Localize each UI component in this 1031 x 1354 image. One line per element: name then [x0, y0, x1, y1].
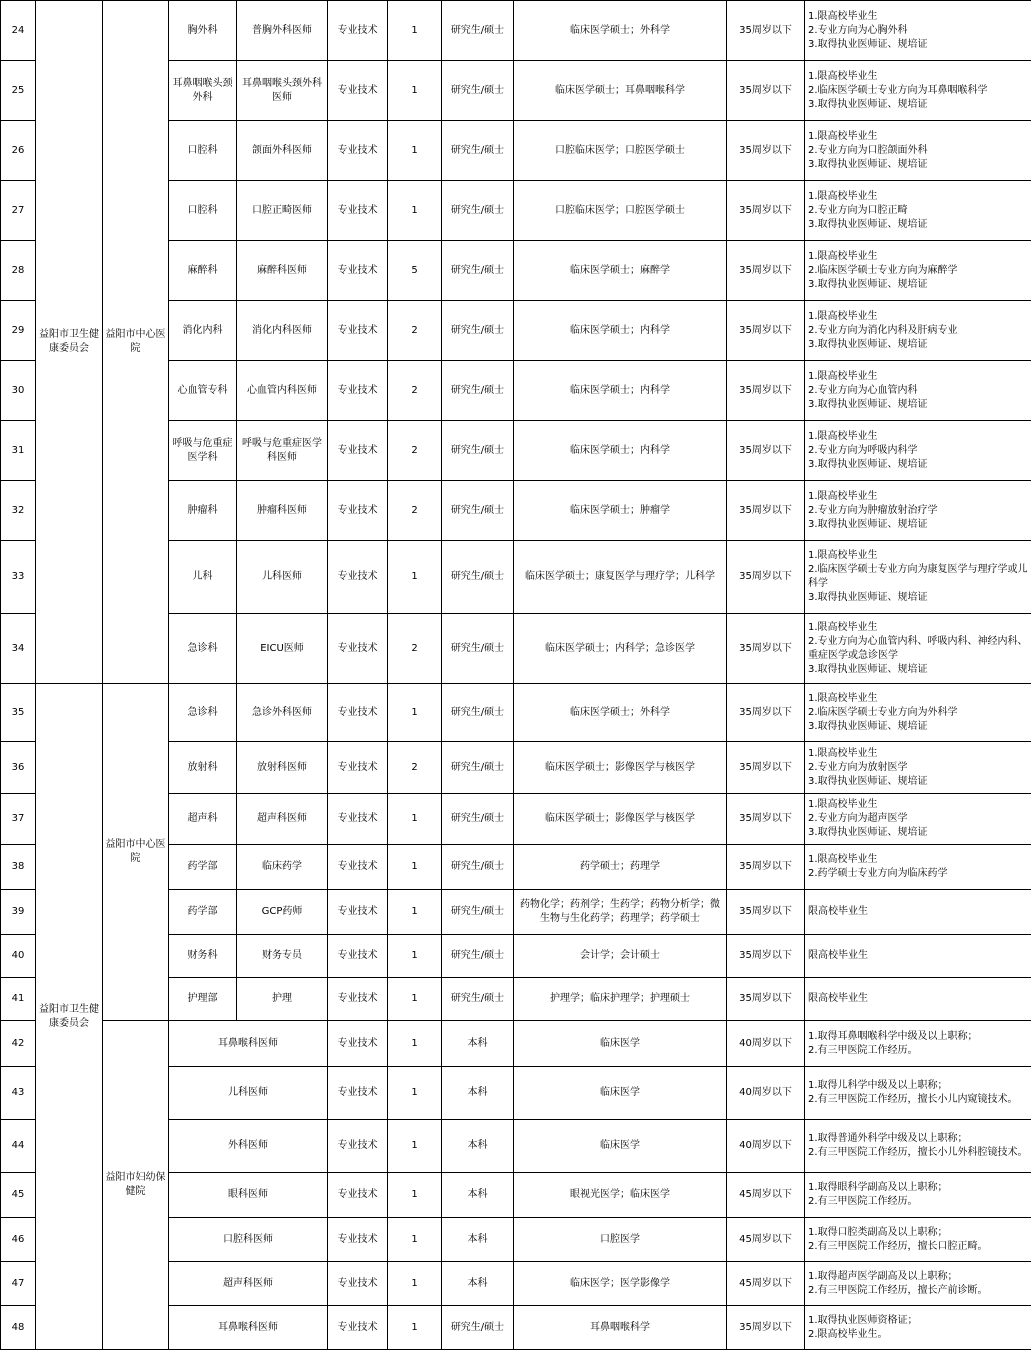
other-requirements: 1.取得儿科学中级及以上职称； 2.有三甲医院工作经历，擅长小儿内窥镜技术。 [805, 1067, 1031, 1120]
position-type: 专业技术 [328, 978, 388, 1021]
education-level: 本科 [442, 1262, 514, 1306]
position-type: 专业技术 [328, 241, 388, 301]
row-number: 44 [1, 1120, 36, 1173]
major-requirement: 护理学；临床护理学；护理硕士 [514, 978, 727, 1021]
position-type: 专业技术 [328, 61, 388, 121]
position-type: 专业技术 [328, 890, 388, 935]
age-limit: 35周岁以下 [727, 301, 805, 361]
age-limit: 35周岁以下 [727, 61, 805, 121]
other-requirements: 1.限高校毕业生 2.药学硕士专业方向为临床药学 [805, 845, 1031, 890]
other-requirements: 限高校毕业生 [805, 890, 1031, 935]
position-name: 超声科医师 [237, 794, 328, 845]
section-name: 放射科 [169, 742, 237, 794]
table-body [1, 1, 1031, 1350]
other-requirements: 1.限高校毕业生 2.临床医学硕士专业方向为康复医学与理疗学或儿科学 3.取得执业医师证、规培证 [805, 541, 1031, 614]
row-number: 43 [1, 1067, 36, 1120]
position-type: 专业技术 [328, 794, 388, 845]
major-requirement: 临床医学硕士；肿瘤学 [514, 481, 727, 541]
hire-count: 2 [388, 361, 442, 421]
row-number: 29 [1, 301, 36, 361]
row-number: 26 [1, 121, 36, 181]
section-name: 财务科 [169, 935, 237, 978]
position-name: 口腔科医师 [169, 1218, 328, 1262]
major-requirement: 临床医学硕士；影像医学与核医学 [514, 794, 727, 845]
major-requirement: 临床医学硕士；影像医学与核医学 [514, 742, 727, 794]
age-limit: 35周岁以下 [727, 361, 805, 421]
section-name: 胸外科 [169, 1, 237, 61]
hire-count: 1 [388, 684, 442, 742]
row-number: 35 [1, 684, 36, 742]
position-type: 专业技术 [328, 421, 388, 481]
major-requirement: 药学硕士；药理学 [514, 845, 727, 890]
age-limit: 35周岁以下 [727, 1306, 805, 1350]
major-requirement: 临床医学 [514, 1021, 727, 1067]
position-name: 消化内科医师 [237, 301, 328, 361]
education-level: 本科 [442, 1218, 514, 1262]
row-number: 33 [1, 541, 36, 614]
other-requirements: 限高校毕业生 [805, 978, 1031, 1021]
position-type: 专业技术 [328, 684, 388, 742]
row-number: 39 [1, 890, 36, 935]
major-requirement: 临床医学硕士；内科学 [514, 361, 727, 421]
position-type: 专业技术 [328, 935, 388, 978]
major-requirement: 临床医学硕士；外科学 [514, 684, 727, 742]
other-requirements: 1.限高校毕业生 2.专业方向为消化内科及肝病专业 3.取得执业医师证、规培证 [805, 301, 1031, 361]
position-name: 麻醉科医师 [237, 241, 328, 301]
hire-count: 1 [388, 845, 442, 890]
row-number: 31 [1, 421, 36, 481]
position-name: 眼科医师 [169, 1173, 328, 1218]
position-type: 专业技术 [328, 1021, 388, 1067]
section-name: 急诊科 [169, 614, 237, 684]
age-limit: 35周岁以下 [727, 614, 805, 684]
major-requirement: 药物化学；药剂学；生药学；药物分析学；微生物与生化药学；药理学；药学硕士 [514, 890, 727, 935]
other-requirements: 1.限高校毕业生 2.专业方向为口腔颌面外科 3.取得执业医师证、规培证 [805, 121, 1031, 181]
age-limit: 35周岁以下 [727, 541, 805, 614]
age-limit: 35周岁以下 [727, 241, 805, 301]
hire-count: 2 [388, 614, 442, 684]
position-name: GCP药师 [237, 890, 328, 935]
section-name: 护理部 [169, 978, 237, 1021]
other-requirements: 1.限高校毕业生 2.专业方向为呼吸内科学 3.取得执业医师证、规培证 [805, 421, 1031, 481]
position-type: 专业技术 [328, 1262, 388, 1306]
education-level: 研究生/硕士 [442, 742, 514, 794]
table-row [1, 684, 1031, 742]
hire-count: 1 [388, 1, 442, 61]
other-requirements: 1.限高校毕业生 2.专业方向为口腔正畸 3.取得执业医师证、规培证 [805, 181, 1031, 241]
row-number: 37 [1, 794, 36, 845]
position-name: 儿科医师 [237, 541, 328, 614]
age-limit: 35周岁以下 [727, 890, 805, 935]
education-level: 研究生/硕士 [442, 421, 514, 481]
age-limit: 45周岁以下 [727, 1262, 805, 1306]
position-type: 专业技术 [328, 1173, 388, 1218]
major-requirement: 临床医学 [514, 1067, 727, 1120]
department-cell: 益阳市卫生健康委员会 [36, 1, 103, 684]
major-requirement: 临床医学硕士；耳鼻咽喉科学 [514, 61, 727, 121]
hire-count: 1 [388, 890, 442, 935]
major-requirement: 临床医学；医学影像学 [514, 1262, 727, 1306]
row-number: 34 [1, 614, 36, 684]
major-requirement: 临床医学硕士；内科学 [514, 301, 727, 361]
unit-cell: 益阳市中心医院 [103, 684, 169, 1021]
position-name: 放射科医师 [237, 742, 328, 794]
age-limit: 35周岁以下 [727, 935, 805, 978]
other-requirements: 1.限高校毕业生 2.临床医学硕士专业方向为外科学 3.取得执业医师证、规培证 [805, 684, 1031, 742]
other-requirements: 1.限高校毕业生 2.专业方向为放射医学 3.取得执业医师证、规培证 [805, 742, 1031, 794]
section-name: 心血管专科 [169, 361, 237, 421]
position-name: 颌面外科医师 [237, 121, 328, 181]
major-requirement: 耳鼻咽喉科学 [514, 1306, 727, 1350]
education-level: 研究生/硕士 [442, 301, 514, 361]
row-number: 32 [1, 481, 36, 541]
row-number: 48 [1, 1306, 36, 1350]
education-level: 研究生/硕士 [442, 794, 514, 845]
age-limit: 35周岁以下 [727, 742, 805, 794]
position-type: 专业技术 [328, 1120, 388, 1173]
education-level: 研究生/硕士 [442, 845, 514, 890]
section-name: 麻醉科 [169, 241, 237, 301]
hire-count: 1 [388, 1021, 442, 1067]
row-number: 47 [1, 1262, 36, 1306]
major-requirement: 临床医学硕士；外科学 [514, 1, 727, 61]
position-type: 专业技术 [328, 1, 388, 61]
position-name: 超声科医师 [169, 1262, 328, 1306]
position-name: 临床药学 [237, 845, 328, 890]
unit-cell: 益阳市中心医院 [103, 1, 169, 684]
position-name: 急诊外科医师 [237, 684, 328, 742]
other-requirements: 1.取得耳鼻咽喉科学中级及以上职称； 2.有三甲医院工作经历。 [805, 1021, 1031, 1067]
age-limit: 40周岁以下 [727, 1067, 805, 1120]
hire-count: 1 [388, 541, 442, 614]
hire-count: 1 [388, 121, 442, 181]
education-level: 本科 [442, 1021, 514, 1067]
section-name: 口腔科 [169, 121, 237, 181]
position-name: 外科医师 [169, 1120, 328, 1173]
position-name: 耳鼻咽喉头颈外科医师 [237, 61, 328, 121]
other-requirements: 1.限高校毕业生 2.专业方向为心血管内科 3.取得执业医师证、规培证 [805, 361, 1031, 421]
position-name: 口腔正畸医师 [237, 181, 328, 241]
position-name: 耳鼻喉科医师 [169, 1306, 328, 1350]
hire-count: 1 [388, 935, 442, 978]
age-limit: 35周岁以下 [727, 978, 805, 1021]
education-level: 研究生/硕士 [442, 684, 514, 742]
education-level: 研究生/硕士 [442, 481, 514, 541]
education-level: 研究生/硕士 [442, 181, 514, 241]
table-row [1, 1021, 1031, 1067]
position-name: 心血管内科医师 [237, 361, 328, 421]
hire-count: 1 [388, 61, 442, 121]
other-requirements: 1.取得普通外科学中级及以上职称； 2.有三甲医院工作经历，擅长小儿外科腔镜技术。 [805, 1120, 1031, 1173]
department-cell: 益阳市卫生健康委员会 [36, 684, 103, 1350]
age-limit: 45周岁以下 [727, 1218, 805, 1262]
hire-count: 1 [388, 978, 442, 1021]
row-number: 38 [1, 845, 36, 890]
other-requirements: 1.限高校毕业生 2.临床医学硕士专业方向为麻醉学 3.取得执业医师证、规培证 [805, 241, 1031, 301]
position-type: 专业技术 [328, 361, 388, 421]
position-name: 耳鼻喉科医师 [169, 1021, 328, 1067]
position-type: 专业技术 [328, 742, 388, 794]
other-requirements: 1.限高校毕业生 2.专业方向为心胸外科 3.取得执业医师证、规培证 [805, 1, 1031, 61]
other-requirements: 1.取得超声医学副高及以上职称； 2.有三甲医院工作经历，擅长产前诊断。 [805, 1262, 1031, 1306]
section-name: 药学部 [169, 845, 237, 890]
row-number: 46 [1, 1218, 36, 1262]
section-name: 口腔科 [169, 181, 237, 241]
unit-cell: 益阳市妇幼保健院 [103, 1021, 169, 1350]
age-limit: 35周岁以下 [727, 481, 805, 541]
education-level: 研究生/硕士 [442, 614, 514, 684]
position-type: 专业技术 [328, 301, 388, 361]
education-level: 研究生/硕士 [442, 241, 514, 301]
section-name: 呼吸与危重症医学科 [169, 421, 237, 481]
section-name: 消化内科 [169, 301, 237, 361]
age-limit: 35周岁以下 [727, 684, 805, 742]
other-requirements: 1.取得眼科学副高及以上职称； 2.有三甲医院工作经历。 [805, 1173, 1031, 1218]
other-requirements: 1.限高校毕业生 2.临床医学硕士专业方向为耳鼻咽喉科学 3.取得执业医师证、规培证 [805, 61, 1031, 121]
hire-count: 1 [388, 1262, 442, 1306]
education-level: 本科 [442, 1067, 514, 1120]
position-name: 肿瘤科医师 [237, 481, 328, 541]
position-type: 专业技术 [328, 481, 388, 541]
position-type: 专业技术 [328, 181, 388, 241]
row-number: 27 [1, 181, 36, 241]
position-type: 专业技术 [328, 1218, 388, 1262]
major-requirement: 眼视光医学；临床医学 [514, 1173, 727, 1218]
age-limit: 35周岁以下 [727, 794, 805, 845]
hire-count: 2 [388, 742, 442, 794]
hire-count: 1 [388, 1067, 442, 1120]
other-requirements: 限高校毕业生 [805, 935, 1031, 978]
education-level: 本科 [442, 1173, 514, 1218]
section-name: 耳鼻咽喉头颈外科 [169, 61, 237, 121]
other-requirements: 1.取得口腔类副高及以上职称； 2.有三甲医院工作经历，擅长口腔正畸。 [805, 1218, 1031, 1262]
position-type: 专业技术 [328, 845, 388, 890]
major-requirement: 临床医学 [514, 1120, 727, 1173]
position-name: 普胸外科医师 [237, 1, 328, 61]
other-requirements: 1.限高校毕业生 2.专业方向为肿瘤放射治疗学 3.取得执业医师证、规培证 [805, 481, 1031, 541]
education-level: 研究生/硕士 [442, 890, 514, 935]
hire-count: 1 [388, 181, 442, 241]
major-requirement: 临床医学硕士；麻醉学 [514, 241, 727, 301]
hire-count: 1 [388, 1120, 442, 1173]
hire-count: 5 [388, 241, 442, 301]
education-level: 本科 [442, 1120, 514, 1173]
major-requirement: 临床医学硕士；康复医学与理疗学；儿科学 [514, 541, 727, 614]
section-name: 急诊科 [169, 684, 237, 742]
position-type: 专业技术 [328, 1067, 388, 1120]
hire-count: 1 [388, 1173, 442, 1218]
hire-count: 2 [388, 301, 442, 361]
major-requirement: 口腔医学 [514, 1218, 727, 1262]
education-level: 研究生/硕士 [442, 361, 514, 421]
row-number: 42 [1, 1021, 36, 1067]
age-limit: 35周岁以下 [727, 845, 805, 890]
section-name: 超声科 [169, 794, 237, 845]
age-limit: 40周岁以下 [727, 1021, 805, 1067]
other-requirements: 1.限高校毕业生 2.专业方向为超声医学 3.取得执业医师证、规培证 [805, 794, 1031, 845]
age-limit: 40周岁以下 [727, 1120, 805, 1173]
row-number: 36 [1, 742, 36, 794]
row-number: 25 [1, 61, 36, 121]
age-limit: 45周岁以下 [727, 1173, 805, 1218]
major-requirement: 口腔临床医学；口腔医学硕士 [514, 121, 727, 181]
age-limit: 35周岁以下 [727, 1, 805, 61]
hire-count: 2 [388, 421, 442, 481]
table-row [1, 1, 1031, 61]
education-level: 研究生/硕士 [442, 61, 514, 121]
row-number: 24 [1, 1, 36, 61]
row-number: 45 [1, 1173, 36, 1218]
hire-count: 1 [388, 794, 442, 845]
other-requirements: 1.取得执业医师资格证； 2.限高校毕业生。 [805, 1306, 1031, 1350]
position-name: 儿科医师 [169, 1067, 328, 1120]
row-number: 30 [1, 361, 36, 421]
other-requirements: 1.限高校毕业生 2.专业方向为心血管内科、呼吸内科、神经内科、重症医学或急诊医学 3.取得执业医师证、规培证 [805, 614, 1031, 684]
education-level: 研究生/硕士 [442, 1, 514, 61]
position-name: 财务专员 [237, 935, 328, 978]
section-name: 肿瘤科 [169, 481, 237, 541]
position-type: 专业技术 [328, 541, 388, 614]
position-name: 护理 [237, 978, 328, 1021]
age-limit: 35周岁以下 [727, 181, 805, 241]
section-name: 儿科 [169, 541, 237, 614]
row-number: 28 [1, 241, 36, 301]
position-name: 呼吸与危重症医学科医师 [237, 421, 328, 481]
major-requirement: 口腔临床医学；口腔医学硕士 [514, 181, 727, 241]
education-level: 研究生/硕士 [442, 121, 514, 181]
major-requirement: 临床医学硕士；内科学 [514, 421, 727, 481]
row-number: 41 [1, 978, 36, 1021]
hire-count: 1 [388, 1218, 442, 1262]
position-name: EICU医师 [237, 614, 328, 684]
position-type: 专业技术 [328, 614, 388, 684]
education-level: 研究生/硕士 [442, 541, 514, 614]
position-type: 专业技术 [328, 121, 388, 181]
education-level: 研究生/硕士 [442, 1306, 514, 1350]
education-level: 研究生/硕士 [442, 935, 514, 978]
hire-count: 1 [388, 1306, 442, 1350]
education-level: 研究生/硕士 [442, 978, 514, 1021]
major-requirement: 临床医学硕士；内科学；急诊医学 [514, 614, 727, 684]
age-limit: 35周岁以下 [727, 421, 805, 481]
position-type: 专业技术 [328, 1306, 388, 1350]
section-name: 药学部 [169, 890, 237, 935]
hire-count: 2 [388, 481, 442, 541]
row-number: 40 [1, 935, 36, 978]
major-requirement: 会计学；会计硕士 [514, 935, 727, 978]
age-limit: 35周岁以下 [727, 121, 805, 181]
